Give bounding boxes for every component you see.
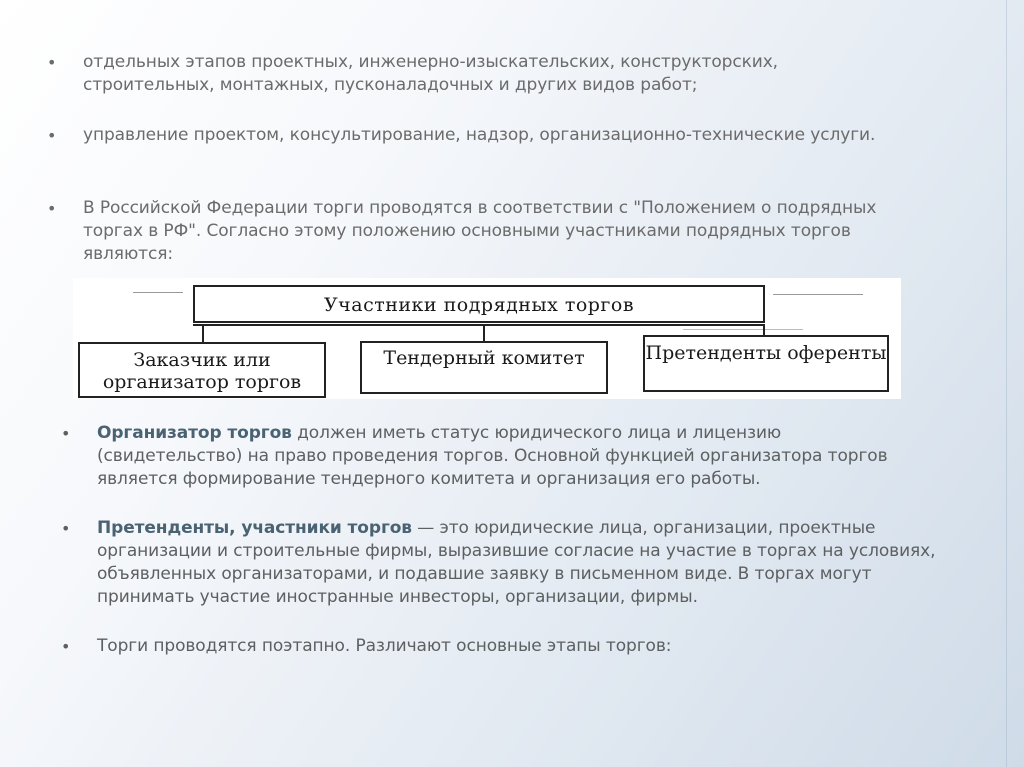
bullet-term: Претенденты, участники торгов <box>97 518 412 538</box>
bullet-dot: • <box>61 519 71 538</box>
bullet-text: отдельных этапов проектных, инженерно-изыскательских, конструкторских, строительных, монтажных, пусконаладочных и других видов работ; <box>83 52 778 95</box>
bullet-dot: • <box>47 53 57 72</box>
bullet-term: Организатор торгов <box>97 423 292 443</box>
bullet-dot: • <box>61 637 71 656</box>
bullet-text: В Российской Федерации торги проводятся в соответствии с "Положением о подрядных торгах в РФ". Согласно этому положению основными участниками подрядных торгов являются: <box>83 198 877 264</box>
diagram-title: Участники подрядных торгов <box>323 294 635 316</box>
bullet-item-2 <box>47 124 923 147</box>
bullet-text: управление проектом, консультирование, надзор, организационно-технические услуги. <box>83 125 876 145</box>
participants-diagram <box>73 278 901 399</box>
diagram-box-label: Тендерный комитет <box>383 347 585 369</box>
bullet-dot: • <box>61 424 71 443</box>
bullet-dot: • <box>47 199 57 218</box>
diagram-box-customer <box>78 342 326 398</box>
scan-artifact <box>773 294 863 295</box>
scan-artifact <box>683 329 803 330</box>
diagram-box-committee <box>360 341 608 394</box>
bullet-item-5 <box>61 517 967 609</box>
bullet-item-1 <box>47 51 883 97</box>
bullet-text: должен иметь статус юридического лица и лицензию (свидетельство) на право проведения торгов. Основной функцией организатора торгов является формирование тендерного комитета и организация его работы. <box>97 423 888 489</box>
diagram-box-label: Заказчик или организатор торгов <box>102 349 302 393</box>
bullet-text: — это юридические лица, организации, проектные организации и строительные фирмы, выразившие согласие на участие в торгах на условиях, объявленных организаторами, и подавшие заявку в письменном виде. В торгах могут принимать участие иностранные инвесторы, организации, фирмы. <box>97 518 936 607</box>
diagram-connector-middle <box>483 324 485 342</box>
bullet-dot: • <box>47 126 57 145</box>
scan-artifact <box>133 292 183 293</box>
bullet-item-6 <box>61 635 927 658</box>
bullet-item-4 <box>61 422 927 491</box>
diagram-box-applicants <box>643 335 889 392</box>
bullet-item-3 <box>47 197 913 266</box>
diagram-title-box <box>193 285 765 323</box>
diagram-box-label: Претенденты оференты <box>645 342 887 364</box>
bullet-text: Торги проводятся поэтапно. Различают основные этапы торгов: <box>97 636 672 656</box>
diagram-connector-horizontal <box>193 324 765 326</box>
diagram-connector-left <box>202 324 204 343</box>
